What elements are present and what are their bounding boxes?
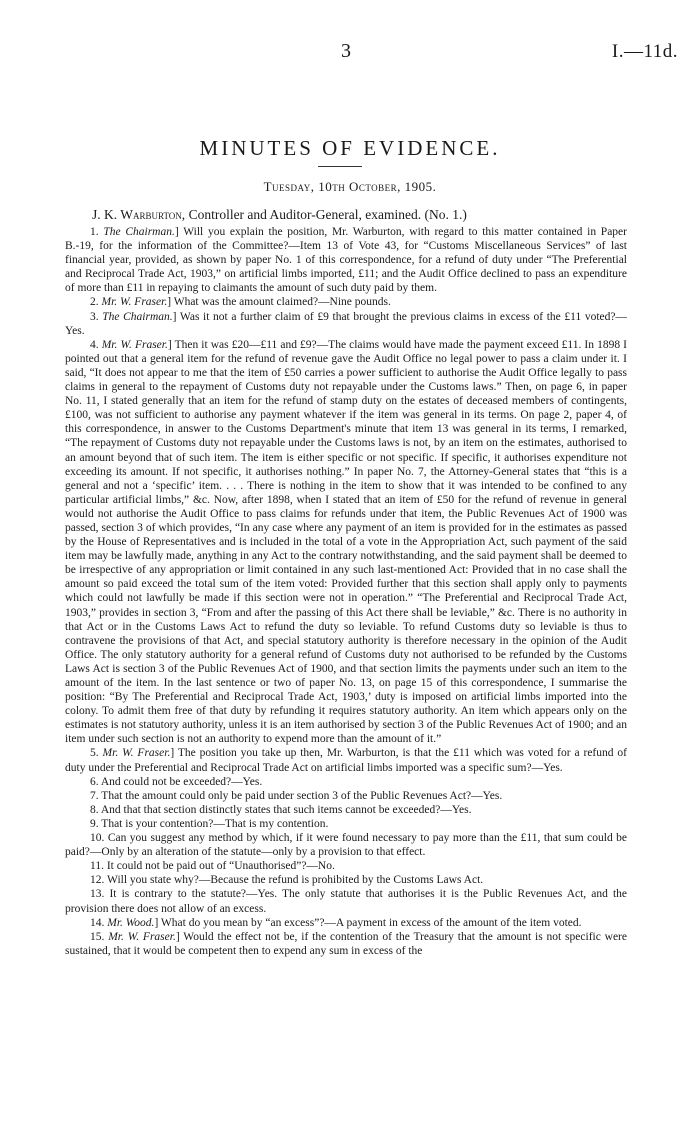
paragraph-text: ] What do you mean by “an excess”?—A payment in excess of the amount of the item voted. — [154, 916, 582, 929]
paragraph-number: 2. — [90, 296, 99, 309]
paragraph-7 — [65, 789, 627, 803]
witness-line — [92, 207, 467, 223]
paragraph-number: 13. — [90, 888, 105, 901]
paragraph-text: Can you suggest any method by which, if it were found necessary to pay more than the £11, that sum could be paid?—Only by an alteration of the statute—only by a provision to that effect. — [65, 832, 627, 859]
speaker-name: Mr. W. Fraser. — [101, 296, 168, 309]
witness-description: Controller and Auditor-General, examined. (No. 1.) — [188, 207, 467, 222]
speaker-name: The Chairman. — [103, 226, 175, 238]
paragraph-13 — [65, 887, 627, 915]
paragraph-number: 1. — [90, 226, 99, 238]
page-title: MINUTES OF EVIDENCE. — [199, 136, 501, 160]
paragraph-number: 9. — [90, 817, 99, 830]
paragraph-text: ] Was it not a further claim of £9 that brought the previous claims in excess of the £11 voted?—Yes. — [65, 310, 627, 337]
speaker-name: Mr. Wood. — [107, 916, 155, 929]
paragraph-text: ] Then it was £20—£11 and £9?—The claims would have made the payment exceed £11. In 1898 I pointed out that a general item for the refund of revenue gave the Audit Office no legal power to pass a claim under it. I said, “It does not appear to me that the item of £50 carries a power sufficient to authorise the Audit Office legally to pass claims in general to the repayment of Customs duty not repayable under the Customs laws.” Then, on page 6, in paper No. 11, I stated generally that an item for the refund of stamp duty on the estates of deceased members of contingents, £100, was not sufficient to authorise any payment whatever if the item was general in its terms. On page 2, paper 4, of this correspondence, in answer to the Customs Department's minute that item 13 was general in its terms, I remarked, “The repayment of Customs duty not repayable under the Customs laws is not, by an item on the estimates, authorised to an amount beyond that of such item. The item is either specific or not specific. If specific, it authorises expenditure not exceeding its amount. If not specific, it authorises nothing.” In paper No. 7, the Attorney-General states that “this is a general and not a ‘specific’ item. . . . There is nothing in the item to show that it was intended to be confined to any particular artificial limbs,” &c. Now, after 1898, when I stated that an item of £50 for the refund of revenue in general would not authorise the Audit Office to pass claims for refunds under that item, the Public Revenues Act of 1900 was passed, section 3 of which provides, “In any case where any payment of an item is provided for in the estimates as passed by the House of Representatives and is included in the total of a vote in the Appropriation Act, such payment of the said item may be lawfully made, anything in any Act to the contrary notwithstanding, and the said payment shall be deemed to be irrespective of any appropriation or limit contained in any such last-mentioned Act: Provided that in no case shall the amount so paid exceed the total sum of the item voted: Provided further that this section shall apply only to payments which could not lawfully be made if this section were not in operation.” “The Preferential and Reciprocal Trade Act, 1903,” provides in section 3, “From and after the passing of this Act there shall be leviable,” &c. There is no authority in that Act or in the Customs Laws Act to refund the duty so leviable. To refund Customs duty so leviable is thus to contravene the provisions of that Act, and special statutory authority is therefore necessary in the opinion of the Audit Office. The only statutory authority for a general refund of Customs duty not authorised to be refunded by the Customs Laws Act is section 3 of the Public Revenues Act of 1900, and that section limits the payments under such an item to the amount of the item. In the last sentence or two of paper No. 13, on page 15 of this correspondence, I summarise the position: “By The Preferential and Reciprocal Trade Act, 1903,’ duty is imposed on artificial limbs imported into the colony. To admit them free of that duty by refunding it requires statutory authority. An item which appears only on the estimates is not statutory authority, unless it is an item authorised by section 3 of the Public Revenues Act of 1900; and an item under such section is not an authority to expend more than the amount of it.” — [65, 338, 628, 746]
evidence-body — [65, 225, 627, 958]
paragraph-12 — [65, 873, 627, 887]
paragraph-2 — [65, 295, 627, 309]
paragraph-number: 15. — [90, 930, 105, 943]
paragraph-number: 7. — [90, 789, 99, 802]
paragraph-text: It is contrary to the statute?—Yes. The only statute that authorises it is the Public Revenues Act, and the provision there does not allow of an excess. — [65, 888, 628, 915]
paragraph-text: Will you state why?—Because the refund is prohibited by the Customs Laws Act. — [107, 874, 484, 887]
paragraph-text: It could not be paid out of “Unauthorised”?—No. — [106, 860, 335, 873]
paragraph-text: ] The position you take up then, Mr. Warburton, is that the £11 which was voted for a refund of duty under the Preferential and Reciprocal Trade Act on artificial limbs imported was a specific sum?—Yes. — [65, 747, 627, 774]
paragraph-8 — [65, 803, 627, 817]
speaker-name: Mr. W. Fraser. — [102, 747, 171, 760]
paragraph-1 — [65, 225, 627, 295]
paragraph-number: 11. — [90, 860, 104, 873]
paragraph-number: 4. — [90, 338, 99, 351]
paragraph-11 — [65, 859, 627, 873]
paragraph-number: 5. — [90, 747, 99, 760]
title-rule — [318, 166, 362, 167]
paragraph-9 — [65, 817, 627, 831]
paragraph-6 — [65, 775, 627, 789]
paragraph-4 — [65, 338, 627, 747]
speaker-name: Mr. W. Fraser. — [108, 930, 176, 943]
page-number: 3 — [341, 40, 351, 62]
document-reference: I.—11d. — [611, 41, 678, 62]
paragraph-15 — [65, 930, 627, 958]
paragraph-text: ] Would the effect not be, if the contention of the Treasury that the amount is not specific were sustained, that it would be competent then to expend any sum in excess of the — [65, 930, 627, 957]
speaker-name: Mr. W. Fraser. — [101, 338, 168, 351]
paragraph-number: 12. — [90, 874, 105, 887]
speaker-name: The Chairman. — [102, 310, 173, 323]
paragraph-number: 6. — [90, 775, 99, 788]
date-line: Tuesday, 10th October, 1905. — [263, 179, 437, 194]
paragraph-text: And could not be exceeded?—Yes. — [100, 775, 263, 788]
paragraph-text: That the amount could only be paid under section 3 of the Public Revenues Act?—Yes. — [101, 789, 503, 802]
paragraph-text: ] What was the amount claimed?—Nine pounds. — [167, 296, 391, 309]
paragraph-number: 3. — [90, 310, 99, 323]
paragraph-10 — [65, 831, 627, 859]
paragraph-number: 8. — [90, 803, 99, 816]
paragraph-3 — [65, 310, 627, 338]
paragraph-14 — [65, 916, 627, 930]
witness-name: J. K. Warburton, — [92, 207, 186, 222]
paragraph-text: That is your contention?—That is my contention. — [101, 817, 329, 830]
paragraph-5 — [65, 746, 627, 774]
paragraph-number: 10. — [90, 832, 105, 845]
paragraph-text: ] Will you explain the position, Mr. Warburton, with regard to this matter contained in Paper B.-19, for the information of the Committee?—Item 13 of Vote 43, for “Customs Miscellaneous Services” of last financial year, provided, as shown by paper No. 1 of this correspondence, for a refund of duty under “The Preferential and Reciprocal Trade Act, 1903,” on artificial limbs imported, £11; and the Audit Office declined to pass an expenditure of more than £11 in repaying to claimants the amount of such duty paid by them. — [65, 226, 627, 295]
paragraph-number: 14. — [90, 916, 105, 929]
paragraph-text: And that that section distinctly states that such items cannot be exceeded?—Yes. — [100, 803, 472, 816]
